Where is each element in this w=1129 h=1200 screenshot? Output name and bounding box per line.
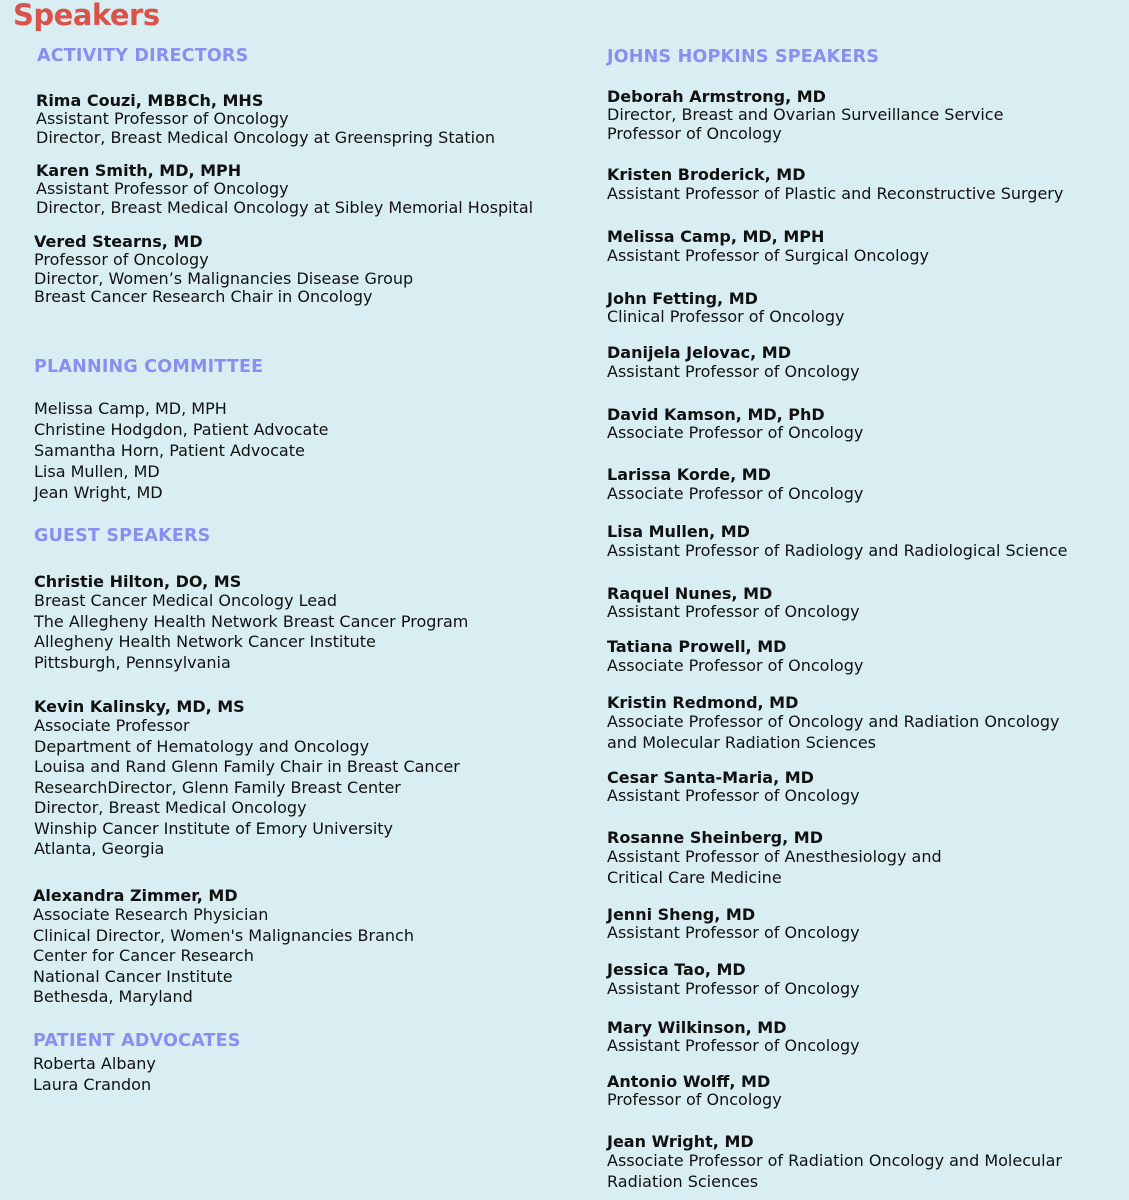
speaker-title-line: Professor of Oncology [34,250,209,269]
speaker-name: Danijela Jelovac, MD [607,343,791,362]
speaker-entry [34,232,413,307]
speaker-title-line: Pittsburgh, Pennsylvania [34,652,231,672]
speaker-name: Tatiana Prowell, MD [607,637,787,656]
speaker-entry [607,905,860,943]
speaker-name: Kevin Kalinsky, MD, MS [34,697,245,716]
speaker-entry [34,572,468,673]
speaker-title-line: Director, Breast Medical Oncology at Greenspring Station [36,127,496,147]
johns-hopkins-speakers-heading: JOHNS HOPKINS SPEAKERS [607,47,880,67]
speaker-title-line: Professor of Oncology [607,1090,782,1109]
speaker-name: Jean Wright, MD [607,1132,754,1151]
speaker-name: Vered Stearns, MD [34,232,203,251]
advocate-name: Roberta Albany [33,1054,156,1073]
speaker-entry [607,693,1060,753]
speaker-name: John Fetting, MD [607,289,758,308]
guest-speakers-heading: GUEST SPEAKERS [34,526,211,546]
speaker-entry [34,697,460,860]
speaker-entry [36,91,495,147]
speaker-title-line: Clinical Professor of Oncology [607,307,845,326]
speaker-title-line: Assistant Professor of Oncology [607,786,860,805]
speaker-name: Rima Couzi, MBBCh, MHS [36,91,264,110]
speaker-title-line: Director, Women’s Malignancies Disease Group [34,268,414,288]
speaker-title-line: Associate Professor [34,716,190,735]
speaker-title-line: Winship Cancer Institute of Emory University [34,818,394,838]
speaker-entry [36,161,533,217]
activity-directors-heading: ACTIVITY DIRECTORS [37,46,249,66]
speaker-name: Alexandra Zimmer, MD [33,886,238,905]
speaker-title-line: Assistant Professor of Oncology [607,923,860,942]
committee-member: Christine Hodgdon, Patient Advocate [34,420,329,439]
speaker-entry [607,343,860,383]
speaker-name: Larissa Korde, MD [607,465,771,484]
speaker-title-line: Critical Care Medicine [607,867,782,887]
speaker-entry [607,227,929,267]
speaker-name: David Kamson, MD, PhD [607,405,825,424]
speaker-entry [33,886,414,1008]
speaker-name: Jenni Sheng, MD [607,905,756,924]
speaker-name: Cesar Santa-Maria, MD [607,768,814,787]
speaker-title-line: Breast Cancer Research Chair in Oncology [34,287,373,306]
planning-committee-list [34,398,328,503]
speaker-title-line: Allegheny Health Network Cancer Institute [34,632,376,651]
speaker-title-line: Bethesda, Maryland [33,987,193,1006]
speaker-title-line: ResearchDirector, Glenn Family Breast Center [34,777,401,797]
speaker-title-line: Clinical Director, Women's Malignancies Branch [33,925,414,945]
speaker-title-line: Associate Professor of Oncology [607,484,864,503]
speaker-title-line: Assistant Professor of Plastic and Reconstructive Surgery [607,184,1064,203]
speaker-title-line: and Molecular Radiation Sciences [607,732,876,752]
planning-committee-heading: PLANNING COMMITTEE [34,357,264,377]
patient-advocates-heading: PATIENT ADVOCATES [33,1031,241,1051]
speaker-title-line: Atlanta, Georgia [34,839,165,858]
committee-member: Jean Wright, MD [34,483,163,502]
committee-member: Melissa Camp, MD, MPH [34,399,227,418]
speaker-title-line: National Cancer Institute [33,966,233,986]
speaker-entry [607,768,860,806]
speaker-entry [607,87,1003,143]
speaker-title-line: Associate Professor of Radiation Oncology and Molecular [607,1151,1062,1170]
speaker-title-line: Assistant Professor of Oncology [607,1036,860,1055]
speaker-name: Jessica Tao, MD [607,960,746,979]
speaker-title-line: Assistant Professor of Radiology and Radiological Science [607,541,1068,560]
advocate-name: Laura Crandon [33,1075,152,1094]
page-title: Speakers [13,0,160,32]
speaker-title-line: Assistant Professor of Surgical Oncology [607,246,929,265]
speaker-title-line: Assistant Professor of Oncology [36,109,289,128]
speaker-name: Kristen Broderick, MD [607,165,806,184]
speaker-entry [607,1072,782,1110]
speaker-title-line: Breast Cancer Medical Oncology Lead [34,591,338,610]
speaker-title-line: Director, Breast Medical Oncology at Sibley Memorial Hospital [36,197,534,217]
speaker-name: Lisa Mullen, MD [607,522,750,541]
committee-member: Samantha Horn, Patient Advocate [34,441,305,460]
speaker-entry [607,584,860,622]
speaker-name: Karen Smith, MD, MPH [36,161,242,180]
speaker-name: Antonio Wolff, MD [607,1072,771,1091]
speaker-title-line: Associate Professor of Oncology [607,423,864,442]
speaker-name: Mary Wilkinson, MD [607,1018,787,1037]
speaker-title-line: Radiation Sciences [607,1171,759,1191]
patient-advocates-list [33,1053,156,1095]
speaker-entry [607,465,863,505]
speaker-entry [607,405,863,443]
speaker-title-line: Assistant Professor of Oncology [36,179,289,198]
speaker-entry [607,828,942,888]
speaker-title-line: Assistant Professor of Oncology [607,602,860,621]
speaker-title-line: Assistant Professor of Oncology [607,362,860,381]
speaker-title-line: Louisa and Rand Glenn Family Chair in Breast Cancer [34,757,460,776]
speaker-entry [607,289,844,327]
speaker-title-line: The Allegheny Health Network Breast Cancer Program [34,611,469,631]
speaker-title-line: Associate Professor of Oncology [607,656,864,675]
speaker-entry [607,1132,1062,1192]
speaker-title-line: Associate Research Physician [33,905,269,924]
speaker-entry [607,1018,860,1056]
speaker-title-line: Assistant Professor of Anesthesiology and [607,847,942,866]
speaker-title-line: Director, Breast Medical Oncology [34,798,307,817]
speaker-name: Rosanne Sheinberg, MD [607,828,823,847]
speaker-name: Melissa Camp, MD, MPH [607,227,825,246]
speaker-title-line: Center for Cancer Research [33,946,254,965]
speaker-title-line: Assistant Professor of Oncology [607,979,860,998]
speaker-name: Deborah Armstrong, MD [607,87,826,106]
speaker-title-line: Associate Professor of Oncology and Radiation Oncology [607,712,1060,731]
speaker-entry [607,637,863,677]
speaker-title-line: Professor of Oncology [607,123,782,143]
speaker-name: Christie Hilton, DO, MS [34,572,242,591]
speaker-name: Raquel Nunes, MD [607,584,773,603]
speaker-entry [607,522,1068,562]
speaker-title-line: Director, Breast and Ovarian Surveillance Service [607,105,1004,124]
speaker-entry [607,960,860,1000]
committee-member: Lisa Mullen, MD [34,462,160,481]
speaker-name: Kristin Redmond, MD [607,693,799,712]
speaker-title-line: Department of Hematology and Oncology [34,736,370,756]
speaker-entry [607,165,1063,205]
